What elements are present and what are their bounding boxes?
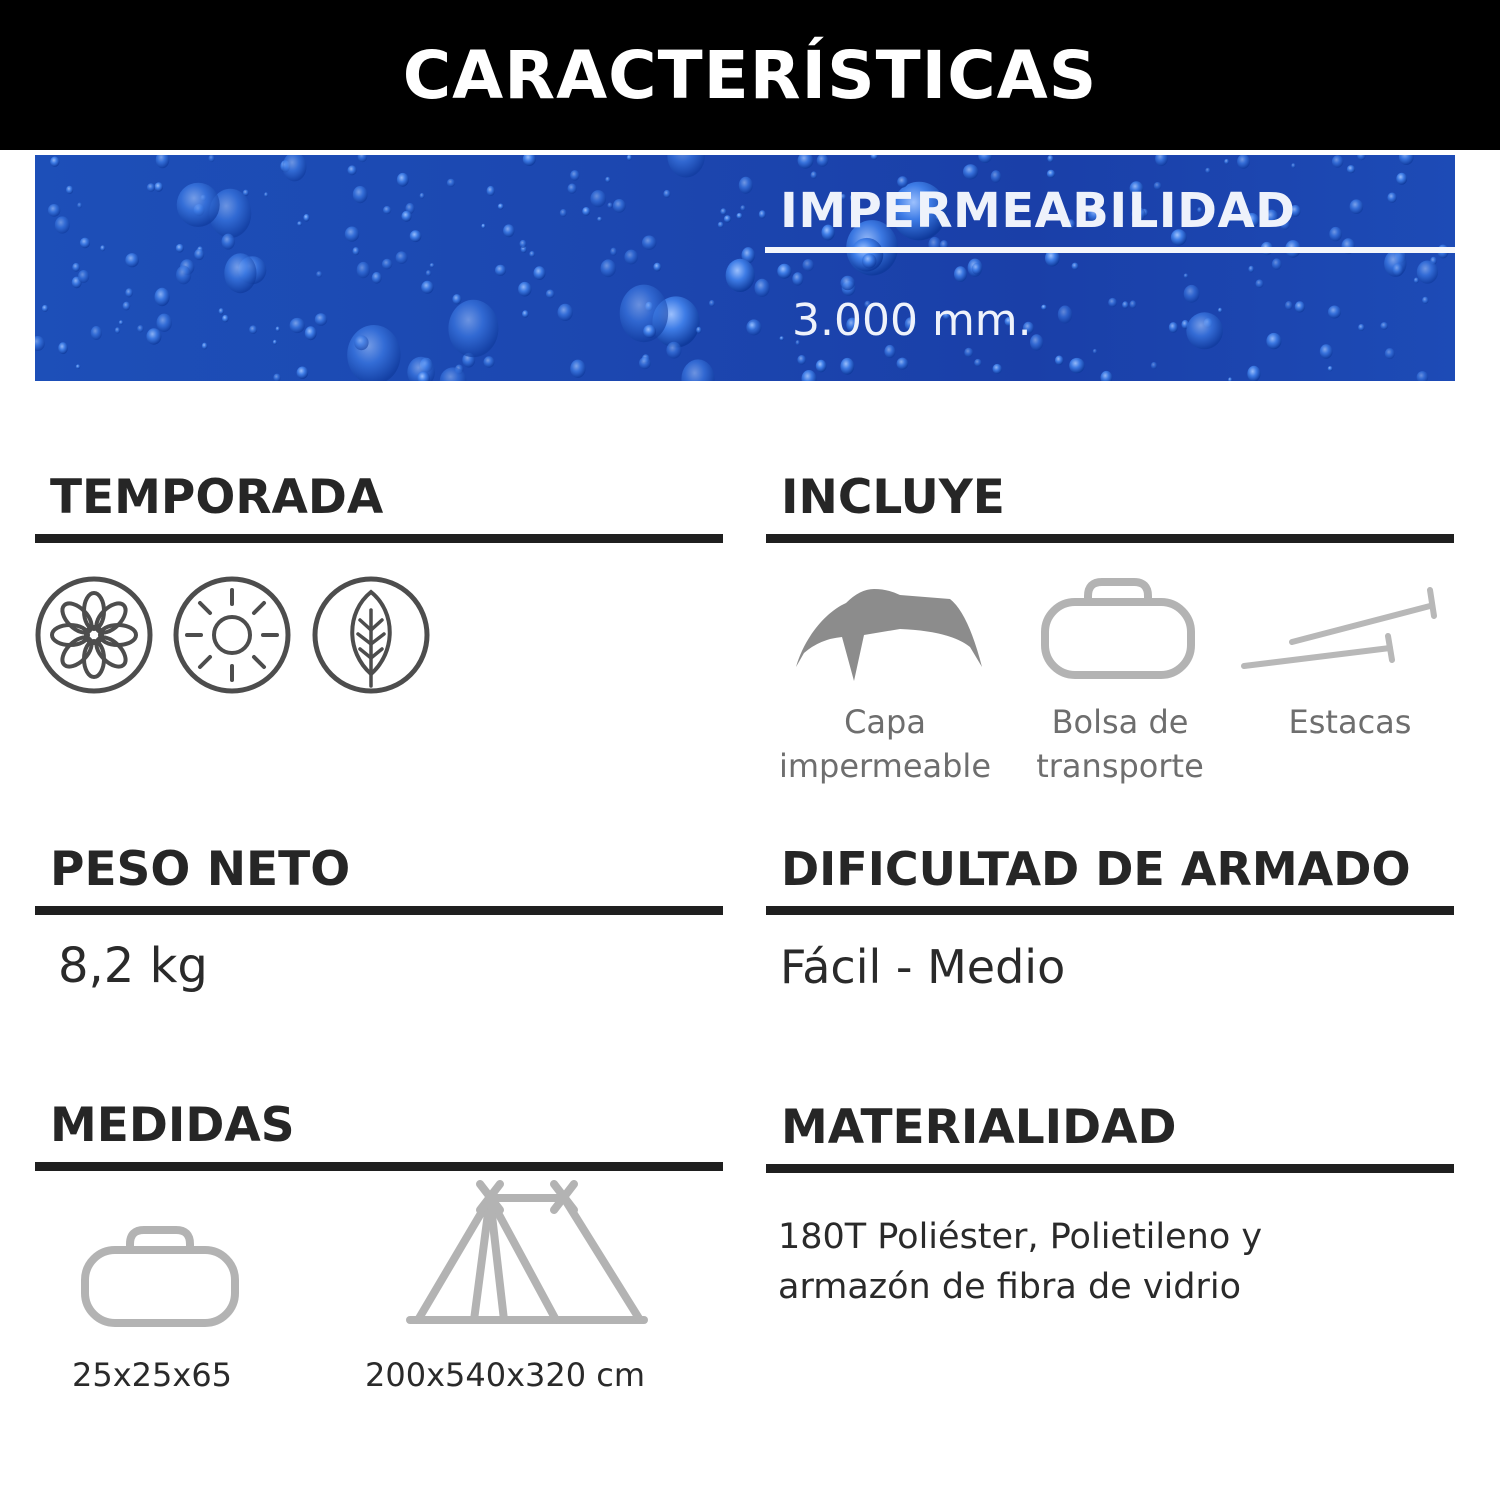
water-drop (1328, 306, 1341, 319)
water-drop (798, 155, 814, 169)
water-drop (520, 240, 527, 248)
water-drop (817, 155, 829, 167)
water-drop (964, 348, 973, 357)
water-drop (396, 251, 408, 264)
water-drop (357, 262, 370, 278)
stakes-icon (1240, 584, 1444, 672)
waterproof-banner (35, 155, 1455, 381)
water-drop (503, 224, 514, 237)
include-label-bag (1015, 700, 1225, 788)
water-drop (570, 360, 585, 378)
water-drop (1228, 377, 1232, 381)
materialidad-line2: armazón de fibra de vidrio (778, 1267, 1242, 1307)
section-title-temporada: TEMPORADA (50, 470, 384, 525)
water-drop (48, 204, 60, 217)
water-drop (115, 327, 120, 333)
water-drop (1069, 358, 1084, 373)
water-drop (495, 265, 506, 276)
water-drop (77, 203, 82, 209)
water-drop (627, 155, 632, 161)
water-drop (1328, 366, 1333, 371)
water-drop (1320, 344, 1333, 358)
water-drop (283, 155, 307, 181)
water-drop (523, 155, 536, 166)
include-label-rainfly-line2: impermeable (778, 747, 991, 785)
water-drop (348, 165, 357, 175)
water-drop (72, 263, 80, 272)
water-drop (202, 343, 208, 350)
water-drop (297, 367, 309, 379)
include-label-stakes-line1: Estacas (1288, 703, 1412, 741)
water-drop (125, 253, 139, 267)
water-drop (78, 270, 89, 283)
water-drop (137, 325, 143, 332)
water-drop (653, 263, 661, 272)
water-drop (123, 302, 131, 311)
water-drop (666, 342, 681, 359)
water-drop (1184, 285, 1200, 303)
water-drop (816, 360, 827, 372)
water-drop (345, 227, 359, 242)
section-rule-materialidad (766, 1164, 1454, 1173)
water-drop (601, 259, 616, 277)
section-rule-peso (35, 906, 723, 915)
water-drop (1093, 349, 1097, 354)
water-drop (55, 216, 70, 233)
water-drop (1224, 159, 1229, 164)
water-drop (1285, 301, 1293, 310)
water-drop (276, 327, 280, 332)
water-drop (811, 171, 817, 178)
water-drop (1205, 168, 1210, 174)
section-title-materialidad: MATERIALIDAD (781, 1100, 1177, 1155)
water-drop (487, 186, 495, 196)
water-drop (1358, 324, 1364, 331)
water-drop (1380, 322, 1388, 330)
water-drop (720, 208, 726, 215)
water-drop (264, 192, 268, 197)
water-drop (222, 234, 235, 250)
water-drop (290, 318, 305, 333)
water-drop (1151, 362, 1157, 369)
water-drop (358, 155, 368, 162)
rainfly-icon (790, 583, 986, 683)
water-drop (1218, 308, 1222, 313)
water-drop (797, 355, 806, 365)
water-drop (558, 304, 573, 321)
water-drop (963, 164, 978, 179)
water-drop (1030, 334, 1043, 350)
materialidad-text (778, 1212, 1262, 1312)
water-drop (802, 370, 817, 381)
water-drop (273, 340, 277, 345)
water-drop (1329, 227, 1342, 241)
water-drop (1130, 300, 1137, 308)
water-drop (1387, 193, 1396, 203)
water-drop (1248, 266, 1254, 273)
water-drop (1256, 279, 1264, 288)
water-drop (777, 264, 791, 279)
water-drop (426, 270, 431, 276)
water-drop (1417, 371, 1429, 381)
waterproof-value: 3.000 mm. (792, 295, 1032, 346)
water-drop (1041, 305, 1046, 310)
water-drop (1272, 258, 1282, 269)
water-drop (305, 326, 317, 340)
water-drop (146, 328, 161, 344)
water-drop (448, 300, 498, 357)
peso-value: 8,2 kg (58, 938, 208, 994)
water-drop (316, 271, 322, 277)
water-drop (481, 224, 485, 229)
water-drop (273, 374, 280, 381)
water-drop (978, 155, 992, 163)
water-drop (597, 217, 602, 222)
water-drop (642, 236, 656, 250)
leaf-icon (310, 574, 432, 696)
water-drop (1247, 366, 1260, 381)
water-drop (613, 199, 626, 213)
water-drop (546, 290, 555, 299)
water-drop (119, 320, 123, 325)
water-drop (58, 342, 68, 354)
water-drop (484, 356, 495, 367)
water-drop (1417, 261, 1438, 284)
water-drop (1072, 263, 1079, 270)
water-drop (605, 177, 610, 183)
water-drop (1291, 163, 1295, 168)
page-title: CARACTERÍSTICAS (402, 36, 1098, 114)
water-drop (522, 310, 529, 317)
dificultad-value: Fácil - Medio (780, 940, 1066, 994)
water-drop (582, 207, 590, 216)
section-title-incluye: INCLUYE (781, 470, 1005, 525)
flower-icon (33, 574, 155, 696)
water-drop (663, 190, 670, 198)
water-drop (709, 300, 715, 307)
water-drop (80, 238, 90, 249)
water-drop (840, 358, 854, 375)
water-drop (177, 183, 220, 227)
water-drop (224, 253, 256, 293)
water-drop (1385, 348, 1395, 359)
water-drop (410, 230, 422, 242)
water-drop (755, 279, 770, 297)
water-drop (518, 282, 531, 297)
water-drop (993, 364, 1002, 374)
section-title-peso: PESO NETO (50, 842, 351, 897)
water-drop (1047, 155, 1053, 162)
sun-icon (171, 574, 293, 696)
water-drop (347, 325, 400, 381)
water-drop (383, 206, 391, 214)
water-drop (610, 248, 617, 256)
water-drop (1169, 322, 1178, 333)
bag-icon (80, 1224, 240, 1328)
water-drop (974, 359, 981, 367)
water-drop (739, 177, 753, 194)
materialidad-line1: 180T Poliéster, Polietileno y (778, 1217, 1263, 1257)
water-drop (382, 259, 392, 270)
include-label-rainfly (775, 700, 995, 788)
water-drop (1347, 165, 1355, 173)
water-drop (1392, 263, 1403, 276)
water-drop (570, 170, 579, 181)
water-drop (1047, 170, 1055, 178)
water-drop (624, 250, 638, 265)
section-rule-dificultad (766, 906, 1454, 915)
medida-bag-value: 25x25x65 (72, 1356, 233, 1394)
water-drop (1184, 274, 1188, 279)
water-drop (1108, 298, 1117, 307)
water-drop (66, 186, 73, 194)
water-drop (991, 170, 1001, 182)
water-drop (726, 259, 755, 292)
water-drop (568, 184, 577, 194)
water-drop (737, 213, 743, 219)
water-drop (372, 272, 382, 284)
water-drop (607, 203, 612, 209)
water-drop (897, 358, 909, 370)
water-drop (1350, 199, 1364, 214)
water-drop (590, 190, 606, 207)
water-drop (862, 254, 876, 269)
water-drop (420, 193, 425, 199)
water-drop (560, 209, 567, 217)
water-drop (667, 155, 705, 178)
water-drop (303, 214, 309, 222)
water-drop (529, 251, 535, 257)
water-drop (91, 326, 102, 340)
water-drop (209, 155, 215, 162)
waterproof-rule (765, 247, 1455, 253)
water-drop (249, 325, 257, 334)
water-drop (792, 272, 803, 285)
water-drop (219, 308, 224, 314)
water-drop (1399, 155, 1414, 165)
water-drop (841, 276, 855, 291)
section-rule-medidas (35, 1162, 723, 1171)
water-drop (452, 294, 461, 304)
water-drop (147, 183, 155, 192)
water-drop (222, 315, 229, 322)
water-drop (421, 281, 433, 294)
water-drop (954, 266, 967, 282)
water-drop (100, 245, 105, 251)
include-label-rainfly-line1: Capa (844, 703, 926, 741)
water-drop (643, 325, 656, 338)
water-drop (884, 345, 895, 358)
water-drop (740, 205, 745, 211)
water-drop (156, 155, 170, 168)
water-drop (447, 179, 455, 187)
water-drop (1396, 173, 1407, 185)
section-title-medidas: MEDIDAS (50, 1098, 295, 1153)
water-drop (353, 186, 368, 203)
water-drop (1237, 155, 1250, 169)
include-label-bag-line2: transporte (1036, 747, 1204, 785)
water-drop (718, 222, 724, 228)
water-drop (681, 359, 714, 381)
water-drop (315, 313, 327, 326)
water-drop (154, 182, 163, 191)
include-label-bag-line1: Bolsa de (1051, 703, 1189, 741)
water-drop (35, 336, 45, 351)
include-label-stakes (1255, 700, 1445, 744)
water-drop (1332, 155, 1343, 167)
waterproof-title: IMPERMEABILIDAD (780, 183, 1296, 239)
tent-icon (404, 1180, 650, 1328)
water-drop (42, 305, 48, 312)
water-drop (1357, 155, 1366, 160)
water-drop (1422, 297, 1428, 304)
water-drop (498, 204, 504, 210)
water-drop (746, 319, 761, 335)
water-drop (353, 247, 360, 255)
water-drop (724, 215, 731, 222)
water-drop (1055, 356, 1063, 366)
water-drop (534, 266, 546, 280)
water-drop (1058, 306, 1072, 324)
section-rule-temporada (35, 534, 723, 543)
water-drop (803, 259, 814, 271)
water-drop (354, 335, 368, 350)
water-drop (157, 314, 172, 332)
water-drop (176, 266, 191, 285)
header-bar (0, 0, 1500, 150)
water-drop (1186, 312, 1223, 349)
water-drop (972, 263, 982, 274)
section-rule-incluye (766, 534, 1454, 543)
water-drop (50, 157, 59, 167)
water-drop (780, 336, 784, 340)
water-drop (1266, 333, 1281, 349)
water-drop (696, 327, 701, 334)
water-drop (1122, 301, 1128, 308)
water-drop (297, 221, 302, 226)
water-drop (397, 173, 409, 187)
water-drop (176, 244, 184, 253)
carry-bag-icon (1040, 578, 1196, 680)
water-drop (155, 288, 170, 306)
water-drop (1101, 371, 1113, 381)
section-title-dificultad: DIFICULTAD DE ARMADO (781, 842, 1411, 896)
water-drop (430, 263, 435, 268)
water-drop (76, 364, 80, 369)
water-drop (639, 357, 651, 369)
water-drop (1414, 278, 1419, 284)
water-drop (1155, 155, 1168, 166)
water-drop (125, 288, 133, 297)
medida-tent-value: 200x540x320 cm (365, 1356, 646, 1394)
water-drop (759, 210, 766, 218)
water-drop (401, 211, 411, 222)
water-drop (1295, 301, 1305, 312)
water-drop (194, 249, 204, 260)
water-drop (871, 155, 878, 160)
